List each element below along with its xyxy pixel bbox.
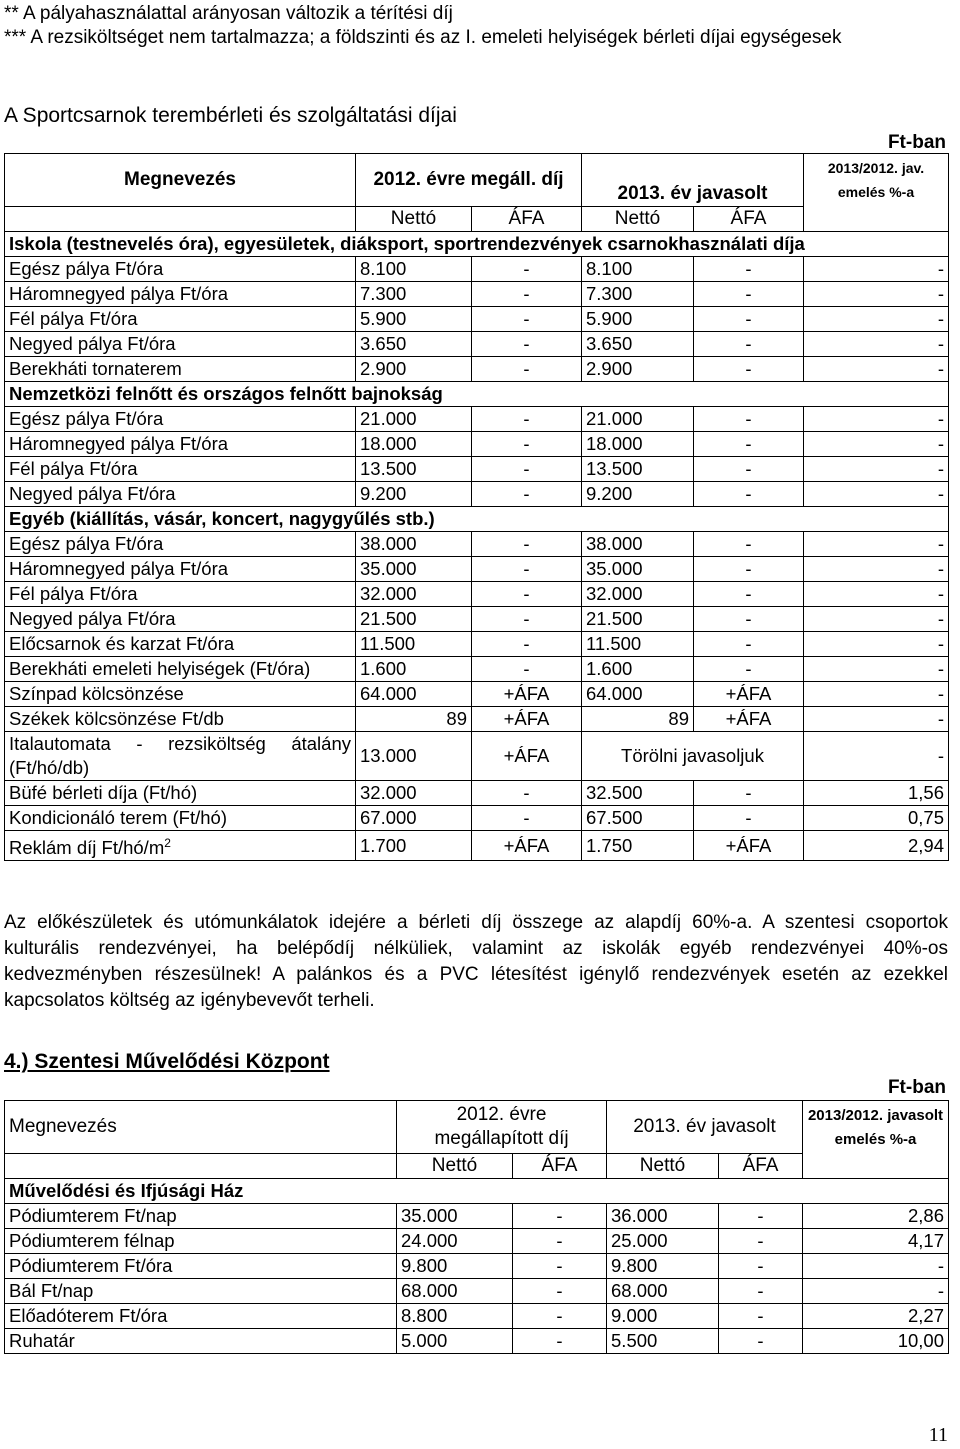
table-row [5,732,949,781]
percent-change: - [804,457,949,482]
header-2013: 2013. év javasolt [582,154,804,207]
netto-2013: 2.900 [582,357,694,382]
netto-2012: 21.500 [356,607,472,632]
afa-2012: - [472,607,582,632]
netto-2012: 68.000 [397,1279,513,1304]
netto-2012: 89 [356,707,472,732]
afa-2012: - [472,557,582,582]
section1-unit: Ft-ban [887,132,946,153]
afa-2013: - [694,332,804,357]
row-name [5,831,356,861]
percent-change: - [804,557,949,582]
afa-2012: +ÁFA [472,831,582,861]
netto-2013: 7.300 [582,282,694,307]
afa-2013: - [694,607,804,632]
afa-2012: - [472,332,582,357]
afa-2012: - [472,407,582,432]
afa-2013: - [694,482,804,507]
afa-2013: +ÁFA [694,707,804,732]
percent-change: 4,17 [803,1229,949,1254]
netto-2013: 25.000 [607,1229,719,1254]
percent-change: 0,75 [804,806,949,831]
netto-2012: 67.000 [356,806,472,831]
afa-2012: - [472,781,582,806]
netto-2012: 11.500 [356,632,472,657]
row-name [5,407,356,432]
row-name-text: Egész pálya Ft/óra [9,533,164,554]
table-row [5,307,949,332]
percent-change: - [804,682,949,707]
netto-2012: 1.700 [356,831,472,861]
netto-2013: 9.200 [582,482,694,507]
header-netto-2012: Nettó [356,207,472,232]
percent-change: - [804,332,949,357]
afa-2013: - [719,1254,803,1279]
percent-change: - [804,257,949,282]
afa-2012: - [513,1329,607,1354]
afa-2012: - [472,457,582,482]
afa-2012: - [472,432,582,457]
section2-title: 4.) Szentesi Művelődési Központ [4,1050,330,1073]
row-name-text: Előcsarnok és karzat Ft/óra [9,633,235,654]
netto-2013: 68.000 [607,1279,719,1304]
netto-2012: 9.800 [397,1254,513,1279]
note-2: *** A rezsiköltséget nem tartalmazza; a földszinti és az I. emeleti helyiségek bérleti díjai egységesek [4,27,842,48]
afa-2012: - [513,1204,607,1229]
percent-change: - [803,1254,949,1279]
table-row [5,282,949,307]
afa-2012: +ÁFA [472,682,582,707]
netto-2013: 3.650 [582,332,694,357]
afa-2013: - [694,457,804,482]
row-name-text: Berekháti emeleti helyiségek (Ft/óra) [9,658,311,679]
afa-2012: - [472,482,582,507]
netto-2012: 18.000 [356,432,472,457]
netto-2012: 35.000 [397,1204,513,1229]
table-row [5,607,949,632]
afa-2013: - [719,1329,803,1354]
percent-change: - [804,707,949,732]
afa-2013: - [719,1204,803,1229]
afa-2013: - [694,657,804,682]
row-name [5,1254,397,1279]
netto-2013: 1.600 [582,657,694,682]
netto-2013: 21.500 [582,607,694,632]
netto-2012: 8.100 [356,257,472,282]
header-name: Megnevezés [5,154,356,207]
netto-2012: 3.650 [356,332,472,357]
row-name-text: Berekháti tornaterem [9,358,182,379]
row-name-text: Színpad kölcsönzése [9,683,184,704]
header-afa-2013: ÁFA [694,207,804,232]
netto-2013: 35.000 [582,557,694,582]
section-row [5,382,949,407]
netto-2013: 21.000 [582,407,694,432]
percent-change: - [804,432,949,457]
afa-2013: - [694,307,804,332]
note-1: ** A pályahasználattal arányosan változik a térítési díj [4,3,453,24]
row-name-text: Fél pálya Ft/óra [9,583,138,604]
row-name [5,1304,397,1329]
percent-change: - [804,357,949,382]
percent-change: - [804,482,949,507]
afa-2012: - [513,1254,607,1279]
section1-title: A Sportcsarnok terembérleti és szolgáltatási díjai [4,104,457,127]
afa-2013: - [719,1229,803,1254]
afa-2013: - [694,282,804,307]
sportcsarnok-table [4,153,949,861]
afa-2012: - [472,257,582,282]
row-name-text: Negyed pálya Ft/óra [9,333,176,354]
percent-change: - [803,1279,949,1304]
row-name [5,282,356,307]
percent-change: - [804,307,949,332]
afa-2012: - [513,1304,607,1329]
table-row [5,1204,949,1229]
row-name [5,432,356,457]
row-name-text: Egész pálya Ft/óra [9,408,164,429]
netto-2012: 8.800 [397,1304,513,1329]
table-row [5,357,949,382]
percent-change: 10,00 [803,1329,949,1354]
table-row [5,257,949,282]
table-row [5,806,949,831]
table-row [5,582,949,607]
netto-2013: 8.100 [582,257,694,282]
netto-2012: 24.000 [397,1229,513,1254]
header2-netto-2013: Nettó [607,1154,719,1179]
muvelodesi-table [4,1100,949,1354]
header2-netto-2012: Nettó [397,1154,513,1179]
row-name-superscript: 2 [164,836,171,850]
header2-name: Megnevezés [5,1101,397,1154]
page-number: 11 [928,1424,948,1446]
netto-2013: 11.500 [582,632,694,657]
header2-afa-2013: ÁFA [719,1154,803,1179]
section-row [5,232,949,257]
section2-unit: Ft-ban [887,1077,946,1098]
row-name-text: Büfé bérleti díja (Ft/hó) [9,782,198,803]
afa-2013: - [719,1304,803,1329]
row-name-text: Italautomata - rezsiköltség átalány (Ft/hó/db) [9,733,351,778]
afa-2013: - [694,407,804,432]
netto-2012: 13.500 [356,457,472,482]
table-row [5,707,949,732]
netto-2013: 89 [582,707,694,732]
row-name [5,532,356,557]
row-name-text: Pódiumterem Ft/nap [9,1205,177,1226]
netto-2012: 5.900 [356,307,472,332]
netto-2013: 32.500 [582,781,694,806]
table-row [5,482,949,507]
table-row [5,532,949,557]
afa-2012: +ÁFA [472,732,582,781]
row-name-text: Negyed pálya Ft/óra [9,608,176,629]
afa-2013: - [694,582,804,607]
row-name [5,257,356,282]
row-name-text: Háromnegyed pálya Ft/óra [9,558,229,579]
table-row [5,557,949,582]
afa-2013: - [694,632,804,657]
percent-change: 2,27 [803,1304,949,1329]
percent-change: 2,94 [804,831,949,861]
netto-2013: 9.800 [607,1254,719,1279]
percent-change: - [804,607,949,632]
table-row [5,1229,949,1254]
netto-2013: 9.000 [607,1304,719,1329]
table-row [5,1304,949,1329]
row-name [5,781,356,806]
afa-2013: - [694,432,804,457]
netto-2012: 21.000 [356,407,472,432]
table-row [5,682,949,707]
afa-2013: - [694,257,804,282]
row-name [5,657,356,682]
header-afa-2012: ÁFA [472,207,582,232]
row-name [5,357,356,382]
afa-2012: - [513,1229,607,1254]
row-name [5,557,356,582]
netto-2012: 1.600 [356,657,472,682]
table-row [5,1329,949,1354]
netto-2013: 5.500 [607,1329,719,1354]
table-row [5,831,949,861]
row-name [5,482,356,507]
percent-change: - [804,407,949,432]
netto-2013: 18.000 [582,432,694,457]
row-name-text: Kondicionáló terem (Ft/hó) [9,807,227,828]
row-name [5,307,356,332]
row-name-text: Bál Ft/nap [9,1280,94,1301]
afa-2012: - [472,307,582,332]
table-row [5,457,949,482]
row-name-text: Háromnegyed pálya Ft/óra [9,283,229,304]
row-name [5,1204,397,1229]
header2-2013: 2013. év javasolt [607,1101,803,1154]
afa-2012: +ÁFA [472,707,582,732]
table-row [5,407,949,432]
table-row [5,657,949,682]
afa-2012: - [472,532,582,557]
row-name [5,457,356,482]
header2-blank [5,1154,397,1179]
netto-2013: 1.750 [582,831,694,861]
section-heading: Iskola (testnevelés óra), egyesületek, diáksport, sportrendezvények csarnokhasználati díja [5,232,949,257]
row-name [5,707,356,732]
header2-afa-2012: ÁFA [513,1154,607,1179]
footnote-paragraph: Az előkészületek és utómunkálatok idejére a bérleti díj összege az alapdíj 60%-a. A szentesi csoportok kulturális rendezvényei, ha belépődíj nélküliek, valamint az iskolák egyéb rendezvényei 40%-os kedvezményben részesülnek! A palánkos és a PVC létesítést igénylő rendezvények esetén az ezekkel kapcsolatos költség az igénybevevőt terheli. [4,912,948,1011]
percent-change: - [804,657,949,682]
table-row [5,632,949,657]
row-name [5,332,356,357]
afa-2013: +ÁFA [694,682,804,707]
afa-2013: - [694,532,804,557]
afa-2012: - [472,282,582,307]
netto-2012: 64.000 [356,682,472,707]
afa-2013: - [694,357,804,382]
header2-2012: 2012. évre megállapított díj [397,1101,607,1154]
row-name-text: Háromnegyed pálya Ft/óra [9,433,229,454]
afa-2013: - [694,557,804,582]
section-heading: Egyéb (kiállítás, vásár, koncert, nagygyűlés stb.) [5,507,949,532]
table-row [5,1254,949,1279]
section-row [5,507,949,532]
header-pct: 2013/2012. jav. emelés %-a [804,154,949,232]
afa-2013: - [694,781,804,806]
netto-2012: 2.900 [356,357,472,382]
merged-2013: Törölni javasoljuk [582,732,804,781]
percent-change: 1,56 [804,781,949,806]
netto-2013: 38.000 [582,532,694,557]
row-name-text: Ruhatár [9,1330,75,1351]
table-row [5,781,949,806]
table-row [5,332,949,357]
row-name [5,632,356,657]
row-name [5,1279,397,1304]
afa-2012: - [472,582,582,607]
row-name [5,1329,397,1354]
netto-2012: 7.300 [356,282,472,307]
netto-2012: 35.000 [356,557,472,582]
row-name-text: Előadóterem Ft/óra [9,1305,168,1326]
section-heading: Nemzetközi felnőtt és országos felnőtt bajnokság [5,382,949,407]
afa-2013: - [719,1279,803,1304]
percent-change: - [804,632,949,657]
netto-2013: 5.900 [582,307,694,332]
header-blank [5,207,356,232]
afa-2012: - [472,806,582,831]
subheading: Művelődési és Ifjúsági Ház [5,1179,949,1204]
afa-2012: - [472,657,582,682]
table-row [5,1279,949,1304]
row-name [5,682,356,707]
row-name [5,806,356,831]
row-name-text: Fél pálya Ft/óra [9,458,138,479]
netto-2012: 32.000 [356,582,472,607]
netto-2012: 5.000 [397,1329,513,1354]
afa-2013: +ÁFA [694,831,804,861]
afa-2012: - [472,357,582,382]
percent-change: 2,86 [803,1204,949,1229]
netto-2013: 36.000 [607,1204,719,1229]
netto-2012: 9.200 [356,482,472,507]
percent-change: - [804,532,949,557]
netto-2013: 67.500 [582,806,694,831]
netto-2012: 38.000 [356,532,472,557]
header-2012: 2012. évre megáll. díj [356,154,582,207]
netto-2013: 32.000 [582,582,694,607]
row-name-text: Pódiumterem Ft/óra [9,1255,173,1276]
header-netto-2013: Nettó [582,207,694,232]
row-name-text: Reklám díj Ft/hó/m [9,837,165,859]
netto-2013: 64.000 [582,682,694,707]
row-name-text: Pódiumterem félnap [9,1230,175,1251]
table-row [5,432,949,457]
row-name-text: Fél pálya Ft/óra [9,308,138,329]
header2-pct: 2013/2012. javasolt emelés %-a [803,1101,949,1179]
netto-2012: 13.000 [356,732,472,781]
afa-2012: - [513,1279,607,1304]
row-name-text: Egész pálya Ft/óra [9,258,164,279]
row-name-text: Negyed pálya Ft/óra [9,483,176,504]
row-name [5,732,356,781]
row-name [5,1229,397,1254]
percent-change: - [804,582,949,607]
percent-change: - [804,282,949,307]
row-name [5,582,356,607]
row-name-text: Székek kölcsönzése Ft/db [9,708,224,729]
netto-2012: 32.000 [356,781,472,806]
row-name [5,607,356,632]
afa-2012: - [472,632,582,657]
netto-2013: 13.500 [582,457,694,482]
afa-2013: - [694,806,804,831]
percent-change: - [804,732,949,781]
